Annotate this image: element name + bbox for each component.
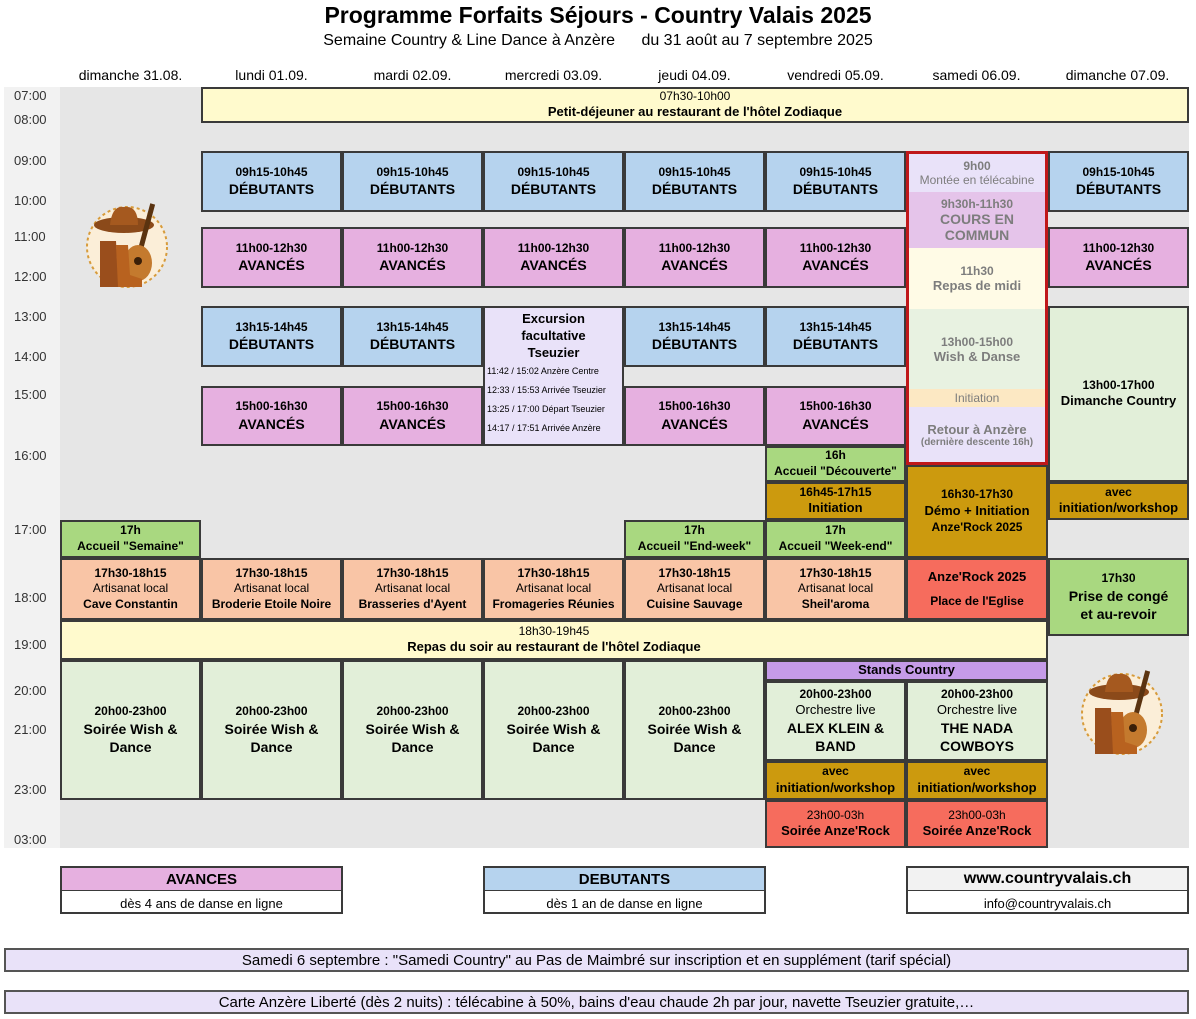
- session-time: 16h45-17h15: [799, 484, 872, 499]
- welcome-week-end: [765, 520, 906, 558]
- artisan-time: 17h30-18h15: [799, 565, 872, 580]
- bus-row: 13:25 / 17:00 Départ Tseuzier: [487, 403, 605, 414]
- page-title: Programme Forfaits Séjours - Country Valais 2025: [324, 2, 872, 28]
- saturday-lunch: [909, 248, 1045, 309]
- session-label: AVANCÉS: [1085, 257, 1152, 274]
- welcome-semaine: [60, 520, 201, 558]
- session-label: AVANCÉS: [802, 257, 869, 274]
- bus-row: 11:42 / 15:02 Anzère Centre: [487, 365, 599, 376]
- farewell-label: Prise de congé et au-revoir: [1068, 587, 1169, 622]
- time-label: 20:00: [14, 683, 47, 698]
- session-time: 13h00-17h00: [1082, 377, 1155, 392]
- day-header-sun2: dimanche 07.09.: [1065, 67, 1170, 83]
- welcome-discovery-fri: [765, 446, 906, 482]
- artisan-sun: [60, 558, 201, 620]
- late-label: Soirée Anze'Rock: [781, 823, 890, 839]
- anzerock-sat: [906, 558, 1048, 620]
- initiation-fri: [765, 482, 906, 520]
- stands-country-banner: [765, 660, 1048, 681]
- day-header-thu: jeudi 04.09.: [658, 67, 731, 83]
- legend-debutants-desc: dès 1 an de danse en ligne: [546, 895, 703, 911]
- email-link[interactable]: info@countryvalais.ch: [983, 895, 1112, 911]
- debutants-am-sun: [1048, 151, 1189, 212]
- band-fri: [765, 681, 906, 761]
- dimanche-country-block: [1048, 306, 1189, 482]
- evening-label: Soirée Wish & Dance: [506, 720, 601, 755]
- late-label: Soirée Anze'Rock: [922, 823, 1032, 839]
- session-time: 15h00-16h30: [799, 399, 872, 414]
- time-label: 18:00: [14, 590, 47, 605]
- session-label: AVANCÉS: [379, 257, 446, 274]
- page-subtitle: [0, 32, 1196, 50]
- session-time: 13h15-14h45: [235, 319, 308, 334]
- session-time: 11h00-12h30: [235, 240, 308, 255]
- evening-thu: [624, 660, 765, 800]
- welcome-label: Accueil "Week-end": [778, 539, 893, 553]
- legend-debutants-label: DEBUTANTS: [485, 868, 764, 891]
- welcome-label: Accueil "Découverte": [774, 464, 897, 478]
- time-label: 03:00: [14, 832, 47, 847]
- time-label: 12:00: [14, 269, 47, 284]
- session-label: DÉBUTANTS: [228, 336, 315, 353]
- saturday-dance: [909, 309, 1045, 389]
- artisan-time: 17h30-18h15: [658, 565, 731, 580]
- cowboy-boots-guitar-logo: [1077, 660, 1167, 768]
- saturday-dance-time: 13h00-15h00: [940, 334, 1014, 349]
- saturday-lunch-label: Repas de midi: [932, 278, 1022, 293]
- session-time: 09h15-10h45: [658, 164, 731, 179]
- debutants-pm-tue: [342, 306, 483, 367]
- time-label: 17:00: [14, 522, 47, 537]
- debutants-pm-thu: [624, 306, 765, 367]
- avances-am-tue: [342, 227, 483, 288]
- farewell-block: [1048, 558, 1189, 636]
- session-label: DÉBUTANTS: [228, 181, 315, 198]
- artisan-type: Artisanat local: [92, 581, 169, 596]
- legend-debutants: [483, 866, 766, 914]
- avances-am-wed: [483, 227, 624, 288]
- evening-time: 20h00-23h00: [658, 704, 731, 719]
- saturday-climb: [909, 154, 1045, 192]
- session-time: 13h15-14h45: [376, 319, 449, 334]
- session-time: 16h30-17h30: [940, 487, 1014, 502]
- dinner-time: 18h30-19h45: [518, 623, 590, 638]
- session-label: AVANCÉS: [520, 257, 587, 274]
- artisan-type: Artisanat local: [515, 581, 592, 596]
- artisan-type: Artisanat local: [656, 581, 733, 596]
- time-label: 15:00: [14, 387, 47, 402]
- bus-row: 12:33 / 15:53 Arrivée Tseuzier: [487, 384, 606, 395]
- anzerock-title: Anze'Rock 2025: [927, 568, 1027, 584]
- avances-am-mon: [201, 227, 342, 288]
- debutants-pm-fri: [765, 306, 906, 367]
- session-label: DÉBUTANTS: [792, 336, 879, 353]
- debutants-am-thu: [624, 151, 765, 212]
- evening-label: Soirée Wish & Dance: [224, 720, 319, 755]
- breakfast-time: 07h30-10h00: [659, 88, 731, 103]
- welcome-end-week: [624, 520, 765, 558]
- late-anzerock-sat: [906, 800, 1048, 848]
- legend-avances-label: AVANCES: [62, 868, 341, 891]
- session-label: DÉBUTANTS: [1075, 181, 1162, 198]
- time-label: 13:00: [14, 309, 47, 324]
- saturday-lunch-time: 11h30: [960, 264, 994, 278]
- artisan-type: Artisanat local: [374, 581, 451, 596]
- time-label: 10:00: [14, 193, 47, 208]
- evening-label: Soirée Wish & Dance: [647, 720, 742, 755]
- welcome-label: Accueil "End-week": [637, 539, 752, 553]
- session-time: 09h15-10h45: [235, 164, 308, 179]
- saturday-course-label: COURS EN COMMUN: [940, 211, 1014, 243]
- avances-am-sun: [1048, 227, 1189, 288]
- evening-label: Soirée Wish & Dance: [83, 720, 178, 755]
- artisan-name: Cave Constantin: [83, 596, 178, 611]
- artisan-type: Artisanat local: [233, 581, 310, 596]
- day-header-wed: mercredi 03.09.: [504, 67, 603, 83]
- time-label: 09:00: [14, 153, 47, 168]
- avances-pm-mon: [201, 386, 342, 446]
- late-anzerock-fri: [765, 800, 906, 848]
- band-workshop-sat: [906, 761, 1048, 800]
- session-time: 11h00-12h30: [376, 240, 449, 255]
- session-time: 15h00-16h30: [235, 399, 308, 414]
- welcome-time: 17h: [684, 523, 705, 538]
- late-time: 23h00-03h: [948, 807, 1006, 822]
- workshop-line: initiation/workshop: [917, 779, 1037, 795]
- evening-time: 20h00-23h00: [376, 704, 449, 719]
- session-sub: Anze'Rock 2025: [931, 519, 1023, 534]
- workshop-line: avec: [963, 764, 991, 779]
- avances-pm-tue: [342, 386, 483, 446]
- evening-time: 20h00-23h00: [517, 704, 590, 719]
- avances-pm-fri: [765, 386, 906, 446]
- artisan-time: 17h30-18h15: [376, 565, 449, 580]
- saturday-return-note: (dernière descente 16h): [920, 436, 1034, 448]
- band-time: 20h00-23h00: [799, 686, 872, 701]
- website-link[interactable]: www.countryvalais.ch: [908, 868, 1187, 891]
- welcome-time: 16h: [825, 448, 846, 463]
- session-time: 15h00-16h30: [658, 399, 731, 414]
- session-label: AVANCÉS: [661, 257, 728, 274]
- session-time: 11h00-12h30: [517, 240, 590, 255]
- debutants-am-fri: [765, 151, 906, 212]
- day-header-fri: vendredi 05.09.: [787, 67, 884, 83]
- time-label: 08:00: [14, 112, 47, 127]
- welcome-time: 17h: [825, 523, 846, 538]
- band-sub: Orchestre live: [795, 702, 876, 718]
- time-label: 07:00: [14, 88, 47, 103]
- workshop-line: initiation/workshop: [1058, 500, 1179, 516]
- session-label: DÉBUTANTS: [510, 181, 597, 198]
- evening-time: 20h00-23h00: [94, 704, 167, 719]
- breakfast-block: [201, 87, 1189, 123]
- band-name: ALEX KLEIN & BAND: [786, 720, 885, 755]
- stands-label: Stands Country: [858, 662, 955, 678]
- time-label: 11:00: [14, 229, 46, 244]
- session-label: Dimanche Country: [1060, 393, 1177, 409]
- time-label: 14:00: [14, 349, 47, 364]
- session-label: DÉBUTANTS: [651, 336, 738, 353]
- debutants-am-mon: [201, 151, 342, 212]
- saturday-course-time: 9h30h-11h30: [940, 197, 1014, 211]
- session-label: AVANCÉS: [379, 415, 446, 432]
- debutants-pm-mon: [201, 306, 342, 367]
- note-carte-anzere: Carte Anzère Liberté (dès 2 nuits) : télécabine à 50%, bains d'eau chaude 2h par jour, navette Tseuzier gratuite,…: [4, 990, 1189, 1014]
- day-header-sun1: dimanche 31.08.: [78, 67, 183, 83]
- welcome-label: Accueil "Semaine": [77, 539, 184, 553]
- artisan-name: Broderie Etoile Noire: [211, 596, 332, 611]
- band-name: THE NADA COWBOYS: [940, 720, 1014, 755]
- session-label: AVANCÉS: [238, 415, 305, 432]
- legend-contact: [906, 866, 1189, 914]
- farewell-time: 17h30: [1101, 571, 1136, 586]
- time-label: 16:00: [14, 448, 47, 463]
- excursion-title: Excursion facultative Tseuzier: [521, 311, 586, 360]
- day-header-mon: lundi 01.09.: [235, 67, 308, 83]
- band-time: 20h00-23h00: [940, 686, 1014, 701]
- saturday-climb-time: 9h00: [963, 159, 991, 173]
- saturday-dance-label: Wish & Danse: [933, 348, 1021, 364]
- dinner-label: Repas du soir au restaurant de l'hôtel Zodiaque: [407, 639, 701, 655]
- time-label: 19:00: [14, 637, 47, 652]
- artisan-thu: [624, 558, 765, 620]
- band-sat: [906, 681, 1048, 761]
- saturday-return: [909, 407, 1045, 462]
- evening-tue: [342, 660, 483, 800]
- excursion-block: [483, 306, 624, 446]
- saturday-course: [909, 192, 1045, 248]
- workshop-line: avec: [1105, 484, 1132, 499]
- saturday-return-label: Retour à Anzère: [927, 421, 1027, 437]
- session-time: 13h15-14h45: [658, 319, 731, 334]
- artisan-name: Brasseries d'Ayent: [358, 596, 467, 611]
- session-label: DÉBUTANTS: [369, 336, 456, 353]
- saturday-climb-label: Montée en télécabine: [919, 173, 1035, 187]
- artisan-type: Artisanat local: [797, 581, 874, 596]
- evening-time: 20h00-23h00: [235, 704, 308, 719]
- legend-avances: [60, 866, 343, 914]
- band-sub: Orchestre live: [936, 702, 1018, 718]
- debutants-am-tue: [342, 151, 483, 212]
- session-time: 11h00-12h30: [799, 240, 872, 255]
- dinner-block: [60, 620, 1048, 660]
- session-label: DÉBUTANTS: [369, 181, 456, 198]
- artisan-name: Sheil'aroma: [801, 596, 870, 611]
- saturday-country-block: [906, 151, 1048, 465]
- session-time: 09h15-10h45: [799, 164, 872, 179]
- workshop-line: avec: [822, 764, 849, 779]
- session-time: 11h00-12h30: [658, 240, 731, 255]
- day-header-sat: samedi 06.09.: [932, 67, 1021, 83]
- session-label: DÉBUTANTS: [792, 181, 879, 198]
- legend-avances-desc: dès 4 ans de danse en ligne: [120, 895, 283, 911]
- debutants-am-wed: [483, 151, 624, 212]
- session-label: AVANCÉS: [238, 257, 305, 274]
- artisan-mon: [201, 558, 342, 620]
- artisan-wed: [483, 558, 624, 620]
- bus-row: 14:17 / 17:51 Arrivée Anzère: [487, 422, 601, 433]
- avances-pm-thu: [624, 386, 765, 446]
- session-time: 11h00-12h30: [1082, 240, 1155, 255]
- demo-initiation-sat: [906, 465, 1048, 558]
- artisan-time: 17h30-18h15: [235, 565, 308, 580]
- artisan-fri: [765, 558, 906, 620]
- session-label: Démo + Initiation: [924, 503, 1030, 519]
- session-time: 09h15-10h45: [376, 164, 449, 179]
- artisan-time: 17h30-18h15: [517, 565, 590, 580]
- session-label: DÉBUTANTS: [651, 181, 738, 198]
- session-label: AVANCÉS: [802, 415, 869, 432]
- saturday-initiation: Initiation: [909, 389, 1045, 407]
- note-samedi-country: Samedi 6 septembre : "Samedi Country" au Pas de Maimbré sur inscription et en supplément (tarif spécial): [4, 948, 1189, 972]
- anzerock-place: Place de l'Eglise: [930, 593, 1024, 608]
- session-time: 09h15-10h45: [1082, 164, 1155, 179]
- subtitle-event: Semaine Country & Line Dance à Anzère: [323, 32, 615, 49]
- welcome-time: 17h: [120, 523, 141, 538]
- evening-label: Soirée Wish & Dance: [365, 720, 460, 755]
- session-label: AVANCÉS: [661, 415, 728, 432]
- artisan-tue: [342, 558, 483, 620]
- subtitle-dates: du 31 août au 7 septembre 2025: [641, 32, 873, 49]
- cowboy-boots-guitar-logo: [82, 193, 172, 301]
- artisan-time: 17h30-18h15: [94, 565, 167, 580]
- session-time: 09h15-10h45: [517, 164, 590, 179]
- artisan-name: Fromageries Réunies: [492, 596, 615, 611]
- day-header-tue: mardi 02.09.: [373, 67, 452, 83]
- sunday-workshop: [1048, 482, 1189, 520]
- session-label: Initiation: [808, 500, 863, 516]
- workshop-line: initiation/workshop: [775, 779, 896, 795]
- evening-sun: [60, 660, 201, 800]
- artisan-name: Cuisine Sauvage: [646, 596, 743, 611]
- avances-am-thu: [624, 227, 765, 288]
- session-time: 15h00-16h30: [376, 399, 449, 414]
- breakfast-label: Petit-déjeuner au restaurant de l'hôtel Zodiaque: [547, 104, 843, 120]
- late-time: 23h00-03h: [806, 807, 865, 822]
- evening-mon: [201, 660, 342, 800]
- session-time: 13h15-14h45: [799, 319, 872, 334]
- evening-wed: [483, 660, 624, 800]
- time-label: 23:00: [14, 782, 47, 797]
- avances-am-fri: [765, 227, 906, 288]
- time-label: 21:00: [14, 722, 47, 737]
- band-workshop-fri: [765, 761, 906, 800]
